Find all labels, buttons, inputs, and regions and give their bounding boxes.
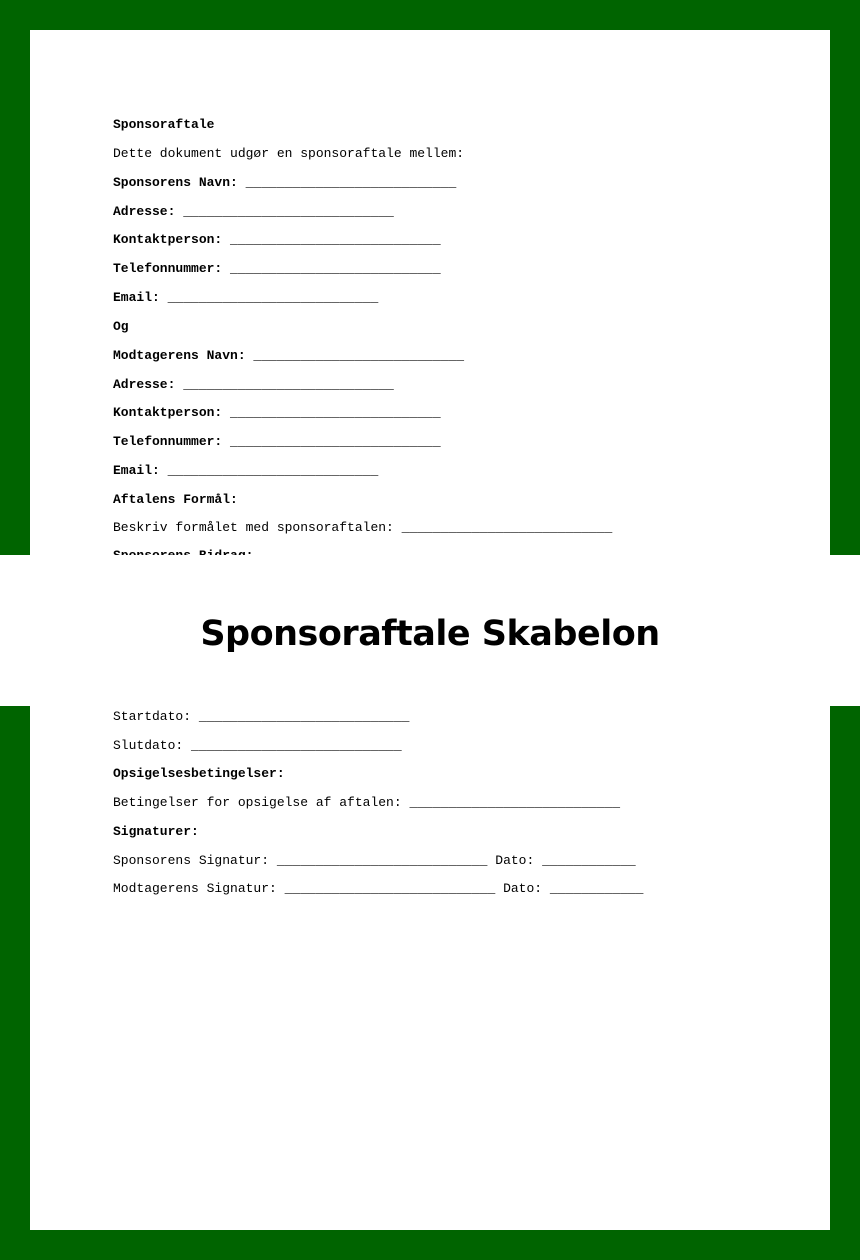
sponsor-address-field: Adresse: ___________________________ xyxy=(113,204,394,219)
sponsor-contact-field: Kontaktperson: ___________________________ xyxy=(113,232,441,247)
document-heading: Sponsoraftale xyxy=(113,117,215,132)
start-date-field: Startdato: ___________________________ xyxy=(113,709,410,724)
sponsor-signature-field: Sponsorens Signatur: ___________________________ Dato: ____________ xyxy=(113,853,636,868)
termination-text: Betingelser for opsigelse af aftalen: ___________________________ xyxy=(113,795,621,810)
end-date-field: Slutdato: ___________________________ xyxy=(113,738,402,753)
recipient-email-field: Email: ___________________________ xyxy=(113,463,379,478)
document-page-top xyxy=(30,30,830,555)
document-page-bottom xyxy=(30,706,830,1230)
recipient-signature-field: Modtagerens Signatur: ___________________________ Dato: ____________ xyxy=(113,881,644,896)
purpose-text: Beskriv formålet med sponsoraftalen: ___________________________ xyxy=(113,520,613,535)
sponsor-name-field: Sponsorens Navn: ___________________________ xyxy=(113,175,457,190)
intro-text: Dette dokument udgør en sponsoraftale mellem: xyxy=(113,146,465,161)
recipient-contact-field: Kontaktperson: ___________________________ xyxy=(113,405,441,420)
page-title: Sponsoraftale Skabelon xyxy=(200,613,660,654)
recipient-name-field: Modtagerens Navn: ___________________________ xyxy=(113,348,465,363)
recipient-address-field: Adresse: ___________________________ xyxy=(113,377,394,392)
signatures-heading: Signaturer: xyxy=(113,824,199,839)
sponsor-email-field: Email: ___________________________ xyxy=(113,290,379,305)
recipient-phone-field: Telefonnummer: ___________________________ xyxy=(113,434,441,449)
termination-heading: Opsigelsesbetingelser: xyxy=(113,766,285,781)
purpose-heading: Aftalens Formål: xyxy=(113,492,238,507)
and-separator: Og xyxy=(113,319,129,334)
title-banner xyxy=(0,555,860,706)
sponsor-phone-field: Telefonnummer: ___________________________ xyxy=(113,261,441,276)
